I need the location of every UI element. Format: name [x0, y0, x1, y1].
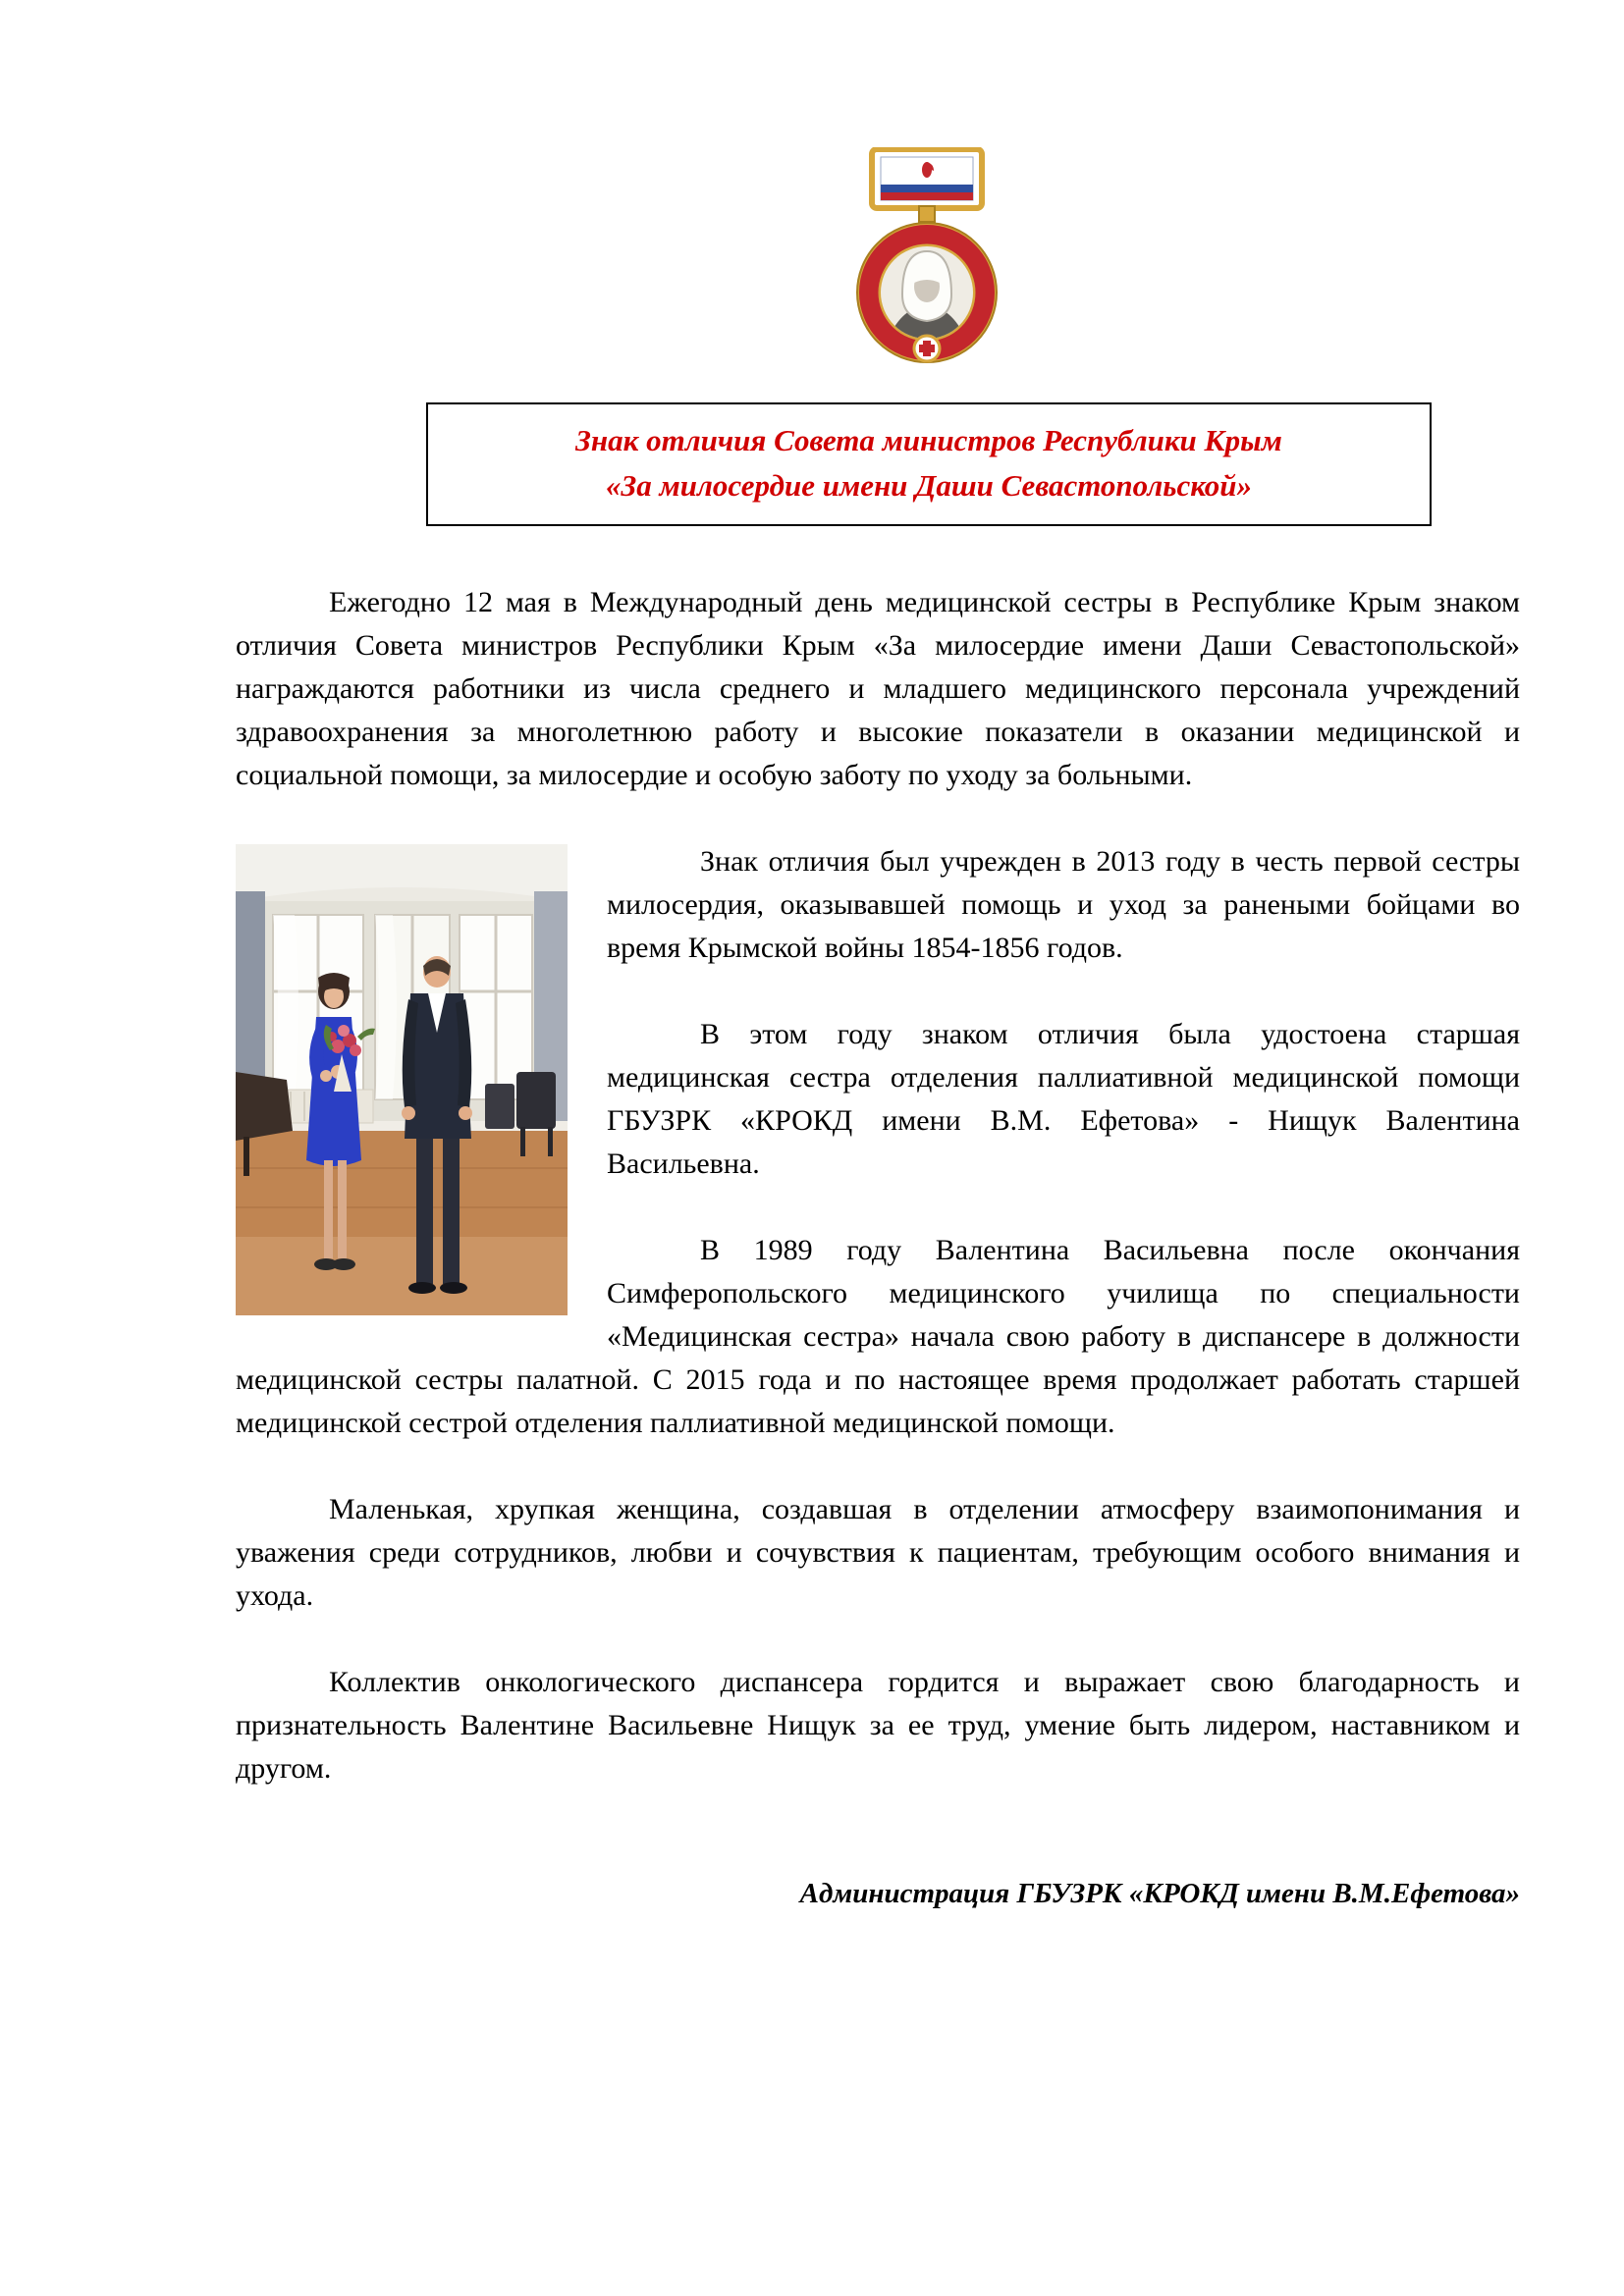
paragraph-1: Ежегодно 12 мая в Международный день медицинской сестры в Республике Крым знаком отличия Совета министров Республики Крым «За милосердие имени Даши Севастопольской» награждаются работники из числа среднего и младшего медицинского персонала учреждений здравоохранения за многолетнюю работу и высокие показатели в оказании медицинской и социальной помощи, за милосердие и особую заботу по уходу за больными.	[236, 586, 1520, 791]
award-ceremony-photo-graphic	[236, 844, 568, 1315]
award-ceremony-photo	[236, 844, 568, 1315]
title-box	[426, 402, 1432, 526]
paragraph-3: В этом году знаком отличия была удостоена старшая медицинская сестра отделения паллиативной медицинской помощи ГБУЗРК «КРОКД имени В.М. Ефетова» - Нищук Валентина Васильевна.	[607, 1018, 1520, 1180]
paragraph-5: Маленькая, хрупкая женщина, создавшая в отделении атмосферу взаимопонимания и уважения среди сотрудников, любви и сочувствия к пациентам, требующим особого внимания и ухода.	[236, 1493, 1520, 1612]
document-body	[236, 581, 1520, 1914]
medal-graphic	[843, 147, 1010, 368]
medal	[285, 147, 1569, 371]
document-title-line2: «За милосердие имени Даши Севастопольской»	[606, 468, 1252, 503]
signature: Администрация ГБУЗРК «КРОКД имени В.М.Ефетова»	[799, 1878, 1520, 1909]
paragraph-6: Коллектив онкологического диспансера гордится и выражает свою благодарность и признательность Валентине Васильевне Нищук за ее труд, умение быть лидером, наставником и другом.	[236, 1666, 1520, 1785]
paragraph-2: Знак отличия был учрежден в 2013 году в честь первой сестры милосердия, оказывавшей помощь и уход за ранеными бойцами во время Крымской войны 1854-1856 годов.	[607, 845, 1520, 964]
paragraph-4: В 1989 году Валентина Васильевна после окончания Симферопольского медицинского училища по специальности «Медицинская сестра» начала свою работу в диспансере в должности медицинской сестры палатной. С 2015 года и по настоящее время продолжает работать старшей медицинской сестрой отделения паллиативной медицинской помощи.	[236, 1234, 1520, 1439]
document-title-line1: Знак отличия Совета министров Республики Крым	[575, 423, 1282, 457]
